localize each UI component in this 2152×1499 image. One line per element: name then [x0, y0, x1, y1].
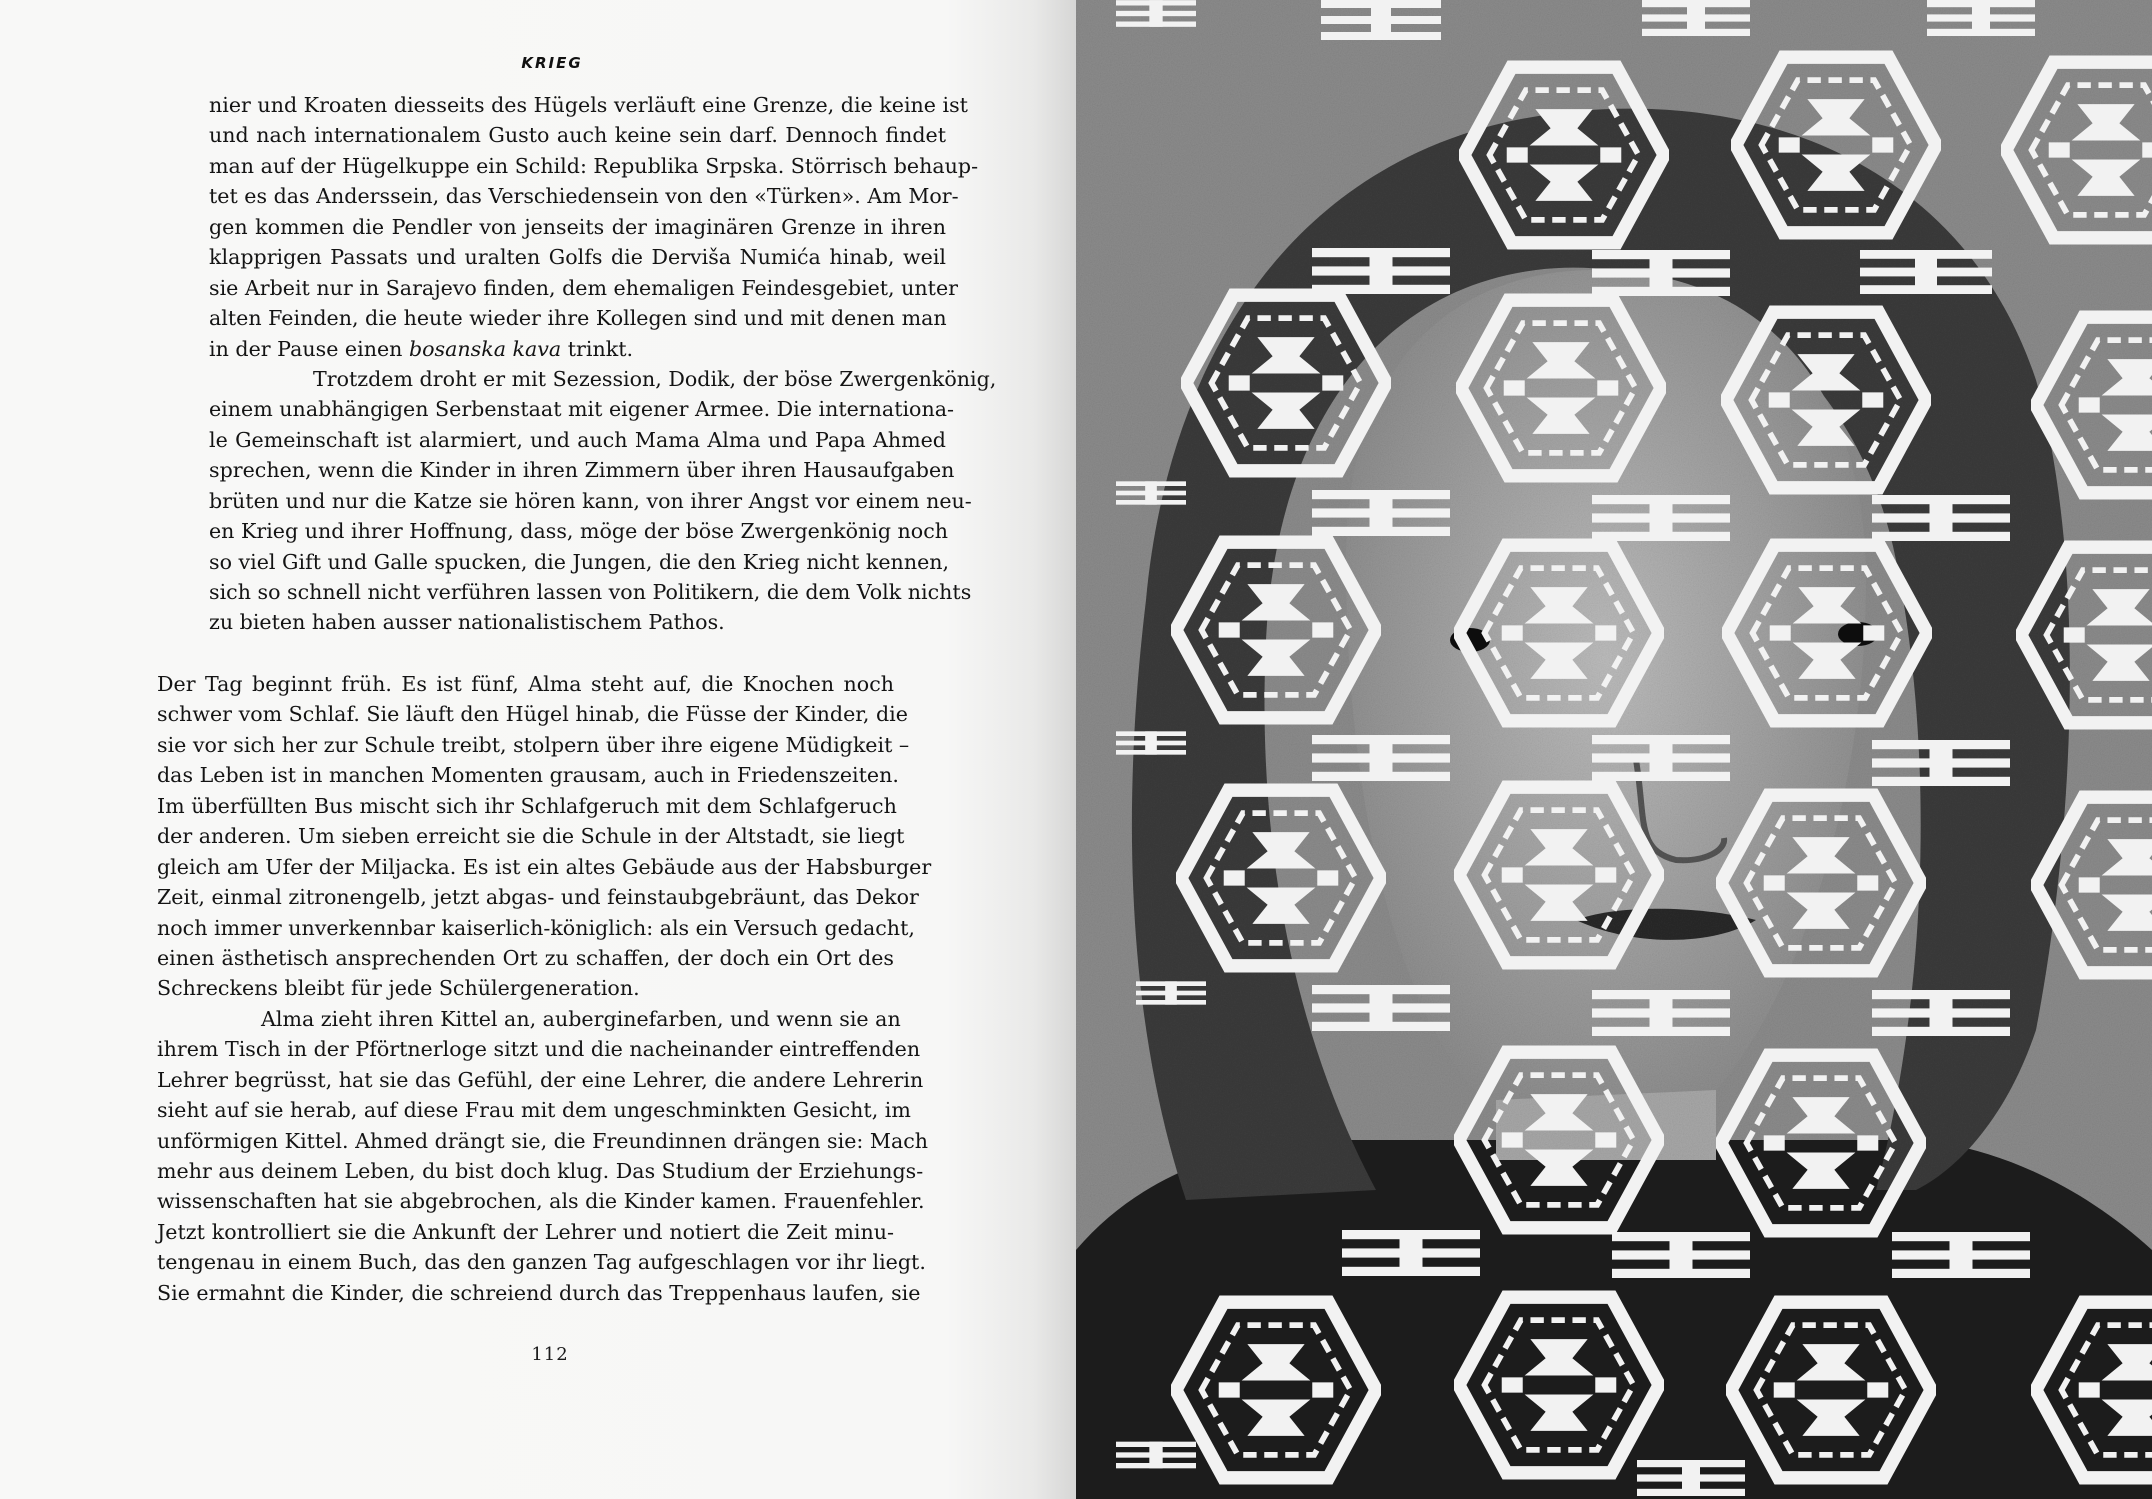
text-line: sie vor sich her zur Schule treibt, stolpern über ihre eigene Müdigkeit – — [157, 732, 910, 757]
kilim-bar-icon — [1642, 0, 1750, 36]
text-line: schwer vom Schlaf. Sie läuft den Hügel hinab, die Füsse der Kinder, die — [157, 702, 908, 727]
text-line: das Leben ist in manchen Momenten grausam, auch in Friedenszeiten. — [157, 763, 899, 788]
kilim-bar-icon — [1860, 250, 1992, 294]
text-line: sieht auf sie herab, auf diese Frau mit dem ungeschminkten Gesicht, im — [157, 1098, 911, 1123]
text-line — [209, 334, 946, 364]
text-line: unförmigen Kittel. Ahmed drängt sie, die Freundinnen drängen sie: Mach — [157, 1128, 929, 1153]
portrait-illustration — [1076, 0, 2152, 1499]
text-line: alten Feinden, die heute wieder ihre Kollegen sind und mit denen man — [209, 306, 947, 331]
text-line: Der Tag beginnt früh. Es ist fünf, Alma steht auf, die Knochen noch — [157, 672, 894, 696]
kilim-bar-icon — [1312, 985, 1450, 1031]
kilim-bar-icon — [1116, 731, 1186, 754]
kilim-bar-icon — [1872, 740, 2010, 786]
kilim-bar-icon — [1872, 990, 2010, 1036]
kilim-bar-icon — [1342, 1230, 1480, 1276]
kilim-bar-icon — [1637, 1460, 1745, 1496]
text-line: man auf der Hügelkuppe ein Schild: Republika Srpska. Störrisch behaup- — [209, 153, 979, 178]
text-line: Lehrer begrüsst, hat sie das Gefühl, der eine Lehrer, die andere Lehrerin — [157, 1067, 924, 1092]
kilim-bar-icon — [1872, 495, 2010, 541]
text-line: Zeit, einmal zitronengelb, jetzt abgas- und feinstaubgebräunt, das Dekor — [157, 885, 919, 910]
kilim-bar-icon — [1312, 490, 1450, 536]
text-line: so viel Gift und Galle spucken, die Jungen, die den Krieg nicht kennen, — [209, 549, 950, 574]
line-text: trinkt. — [561, 336, 634, 361]
kilim-bar-icon — [1892, 1232, 2030, 1278]
kilim-bar-icon — [1592, 250, 1730, 296]
kilim-bar-icon — [1136, 981, 1206, 1004]
kilim-bar-icon — [1612, 1232, 1750, 1278]
kilim-bar-icon — [1592, 735, 1730, 781]
text-line: Alma zieht ihren Kittel an, auberginefarben, und wenn sie an — [261, 1006, 901, 1031]
text-line: sie Arbeit nur in Sarajevo finden, dem ehemaligen Feindesgebiet, unter — [209, 275, 958, 300]
text-line: Schreckens bleibt für jede Schülergeneration. — [157, 976, 640, 1001]
kilim-bar-icon — [1321, 0, 1441, 40]
text-line: sich so schnell nicht verführen lassen von Politikern, die dem Volk nichts — [209, 580, 972, 604]
text-line: tet es das Anderssein, das Verschiedensein von den «Türken». Am Mor- — [209, 184, 959, 209]
text-line: noch immer unverkennbar kaiserlich-königlich: als ein Versuch gedacht, — [157, 915, 915, 940]
text-line: Trotzdem droht er mit Sezession, Dodik, der böse Zwergenkönig, — [313, 366, 997, 391]
text-line: en Krieg und ihrer Hoffnung, dass, möge der böse Zwergenkönig noch — [209, 519, 949, 544]
text-line: klapprigen Passats und uralten Golfs die Derviša Numića hinab, weil — [209, 245, 946, 270]
text-line: Jetzt kontrolliert sie die Ankunft der Lehrer und notiert die Zeit minu- — [157, 1219, 894, 1244]
text-line: gen kommen die Pendler von jenseits der imaginären Grenze in ihren — [209, 214, 946, 239]
kilim-bar-icon — [1116, 0, 1196, 27]
kilim-bar-icon — [1592, 990, 1730, 1036]
text-line: einem unabhängigen Serbenstaat mit eigener Armee. Die internationa- — [209, 397, 954, 422]
kilim-bar-icon — [1927, 0, 2035, 36]
kilim-bar-icon — [1116, 1442, 1196, 1469]
kilim-bar-icon — [1312, 735, 1450, 781]
text-line: wissenschaften hat sie abgebrochen, als die Kinder kamen. Frauenfehler. — [157, 1189, 925, 1214]
text-block-bottom — [157, 669, 932, 1308]
text-block-top — [209, 90, 997, 638]
text-line: der anderen. Um sieben erreicht sie die Schule in der Altstadt, sie liegt — [157, 824, 905, 849]
neck — [1496, 1090, 1716, 1160]
text-line: zu bieten haben ausser nationalistischem Pathos. — [209, 610, 725, 635]
kilim-bar-icon — [1592, 495, 1730, 541]
text-line: und nach internationalem Gusto auch keine sein darf. Dennoch findet — [209, 123, 946, 148]
running-head: KRIEG — [521, 54, 583, 72]
text-line: sprechen, wenn die Kinder in ihren Zimmern über ihren Hausaufgaben — [209, 458, 955, 483]
kilim-bar-icon — [1312, 248, 1450, 294]
text-line: ihrem Tisch in der Pförtnerloge sitzt und die nacheinander eintreffenden — [157, 1037, 921, 1062]
text-line: einen ästhetisch ansprechenden Ort zu schaffen, der doch ein Ort des — [157, 945, 894, 970]
page-number: 112 — [531, 1344, 569, 1365]
text-line: brüten und nur die Katze sie hören kann, von ihrer Angst vor einem neu- — [209, 488, 972, 513]
italic-phrase: bosanska kava — [408, 336, 562, 361]
kilim-bar-icon — [1116, 481, 1186, 504]
line-text: in der Pause einen — [209, 336, 409, 361]
text-line: Sie ermahnt die Kinder, die schreiend durch das Treppenhaus laufen, sie — [157, 1280, 921, 1305]
illustration-page — [1076, 0, 2152, 1499]
text-line: nier und Kroaten diesseits des Hügels verläuft eine Grenze, die keine ist — [209, 93, 968, 117]
text-line: mehr aus deinem Leben, du bist doch klug. Das Studium der Erziehungs- — [157, 1159, 924, 1183]
text-line: Im überfüllten Bus mischt sich ihr Schlafgeruch mit dem Schlafgeruch — [157, 793, 897, 818]
text-line: tengenau in einem Buch, das den ganzen Tag aufgeschlagen vor ihr liegt. — [157, 1250, 926, 1275]
text-line: le Gemeinschaft ist alarmiert, und auch Mama Alma und Papa Ahmed — [209, 427, 946, 452]
text-line: gleich am Ufer der Miljacka. Es ist ein altes Gebäude aus der Habsburger — [157, 854, 932, 879]
